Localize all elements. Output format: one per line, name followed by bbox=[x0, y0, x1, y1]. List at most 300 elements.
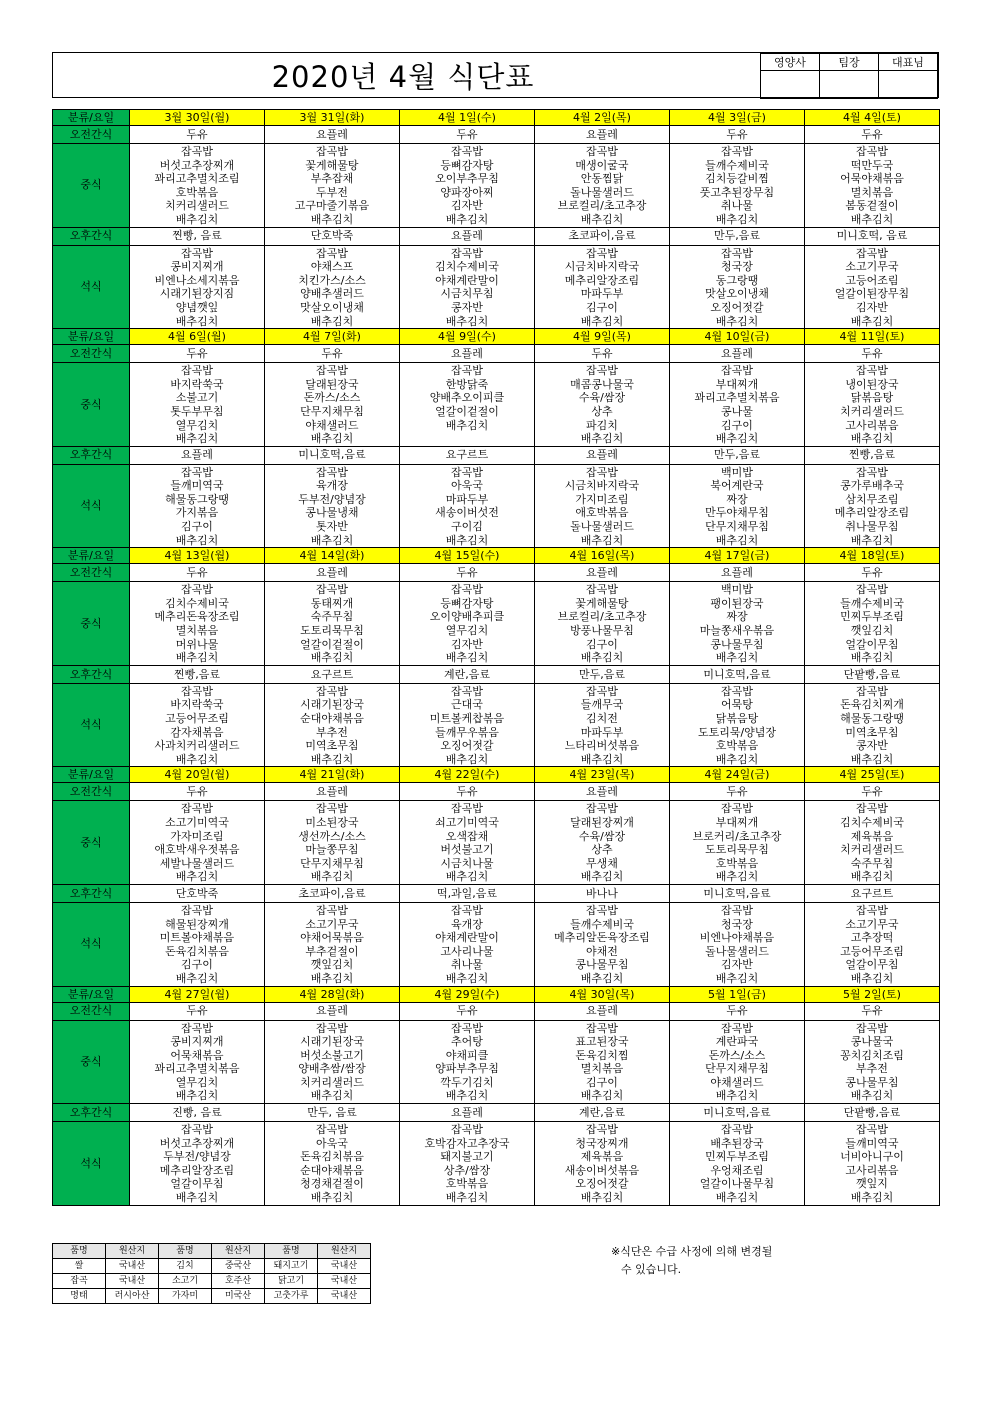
dish: 잡곡밥 bbox=[856, 1123, 888, 1137]
am-snack-cell: 요플레 bbox=[400, 345, 535, 363]
dish: 잡곡밥 bbox=[856, 583, 888, 597]
dish: 잡곡밥 bbox=[316, 583, 348, 597]
am-snack-label: 오전간식 bbox=[53, 564, 130, 582]
dish: 호박볶음 bbox=[715, 739, 759, 753]
dish: 배추김치 bbox=[850, 651, 894, 665]
dish: 들깨무국 bbox=[580, 698, 624, 712]
origin-cell: 국내산 bbox=[318, 1274, 371, 1289]
dish: 무생채 bbox=[586, 856, 618, 870]
dish: 콩나물무침 bbox=[710, 637, 764, 651]
origin-header: 원산지 bbox=[318, 1244, 371, 1259]
dish: 배추김치 bbox=[715, 533, 759, 547]
dish: 애호박볶음 bbox=[575, 506, 629, 520]
dish: 떡만두국 bbox=[850, 158, 894, 172]
day-header: 4월 17일(금) bbox=[670, 548, 805, 564]
dish: 콩나물무침 bbox=[845, 1075, 899, 1089]
day-header: 4월 9일(목) bbox=[535, 329, 670, 345]
dinner-label: 석식 bbox=[53, 464, 130, 548]
dish: 잡곡밥 bbox=[586, 684, 618, 698]
dish: 도토리묵무침 bbox=[705, 843, 769, 857]
dish: 배추김치 bbox=[310, 971, 354, 985]
dish: 김구이 bbox=[586, 300, 618, 314]
dinner-cell bbox=[805, 902, 940, 986]
dish: 잡곡밥 bbox=[181, 1021, 213, 1035]
dish: 호박감자고추장국 bbox=[424, 1136, 510, 1150]
dish: 배추김치 bbox=[580, 870, 624, 884]
week-header-row bbox=[53, 767, 940, 783]
dish: 콩비지찌개 bbox=[170, 260, 224, 274]
day-header: 4월 4일(토) bbox=[805, 110, 940, 126]
dish: 쇠고기미역국 bbox=[435, 815, 499, 829]
dish: 콩나물냉채 bbox=[305, 506, 359, 520]
pm-snack-label: 오후간식 bbox=[53, 227, 130, 245]
dish: 열무김치 bbox=[175, 1075, 219, 1089]
change-notice bbox=[611, 1243, 772, 1279]
change-notice-line: ※식단은 수급 사정에 의해 변경될 bbox=[611, 1245, 773, 1258]
dish: 머위나물 bbox=[175, 637, 219, 651]
dish: 백미밥 bbox=[721, 465, 753, 479]
pm-snack-cell: 요플레 bbox=[400, 227, 535, 245]
dish: 애호박새우젓볶음 bbox=[154, 843, 240, 857]
dish: 배추김치 bbox=[310, 1191, 354, 1205]
dish: 잡곡밥 bbox=[856, 364, 888, 378]
dish: 단무지채무침 bbox=[300, 404, 364, 418]
dish: 얼갈이무침 bbox=[845, 958, 899, 972]
dish: 시래기된장국 bbox=[300, 1035, 364, 1049]
dish: 만두야채무침 bbox=[705, 506, 769, 520]
dish: 양념깻잎 bbox=[175, 300, 219, 314]
day-header: 4월 2일(목) bbox=[535, 110, 670, 126]
dish: 배추김치 bbox=[850, 533, 894, 547]
dish: 치커리샐러드 bbox=[840, 843, 904, 857]
dish: 배추된장국 bbox=[710, 1136, 764, 1150]
week-header-row bbox=[53, 329, 940, 345]
dish: 콩자반 bbox=[856, 739, 888, 753]
dish: 배추김치 bbox=[580, 1191, 624, 1205]
approval-label-ceo: 대표님 bbox=[879, 54, 938, 71]
dinner-row bbox=[53, 1122, 940, 1206]
dish: 치커리샐러드 bbox=[840, 404, 904, 418]
am-snack-cell: 두유 bbox=[130, 345, 265, 363]
day-header: 4월 1일(수) bbox=[400, 110, 535, 126]
dinner-row bbox=[53, 902, 940, 986]
dish: 표고된장국 bbox=[575, 1035, 629, 1049]
dinner-cell bbox=[535, 1122, 670, 1206]
dish: 배추김치 bbox=[175, 432, 219, 446]
day-header: 5월 1일(금) bbox=[670, 986, 805, 1002]
dish: 멸치볶음 bbox=[850, 185, 894, 199]
dish: 깻잎지 bbox=[856, 1177, 888, 1191]
dish: 야채스프 bbox=[310, 260, 354, 274]
category-label: 분류/요일 bbox=[53, 548, 130, 564]
page-header bbox=[52, 52, 939, 98]
dish: 배추김치 bbox=[850, 1191, 894, 1205]
dish: 꽈리고추멸치볶음 bbox=[694, 391, 780, 405]
origin-header: 품명 bbox=[159, 1244, 212, 1259]
dinner-cell bbox=[400, 464, 535, 548]
pm-snack-cell: 찐빵,음료 bbox=[805, 446, 940, 464]
dinner-cell bbox=[670, 902, 805, 986]
dish: 잡곡밥 bbox=[721, 1021, 753, 1035]
dish: 배추김치 bbox=[850, 212, 894, 226]
pm-snack-cell: 계란,음료 bbox=[400, 665, 535, 683]
dish: 호박볶음 bbox=[445, 1177, 489, 1191]
dish: 얼갈이무침 bbox=[845, 637, 899, 651]
pm-snack-cell: 미니호떡,음료 bbox=[670, 884, 805, 902]
pm-snack-cell: 초코파이,음료 bbox=[265, 884, 400, 902]
dinner-cell bbox=[805, 1122, 940, 1206]
pm-snack-label: 오후간식 bbox=[53, 446, 130, 464]
dinner-cell bbox=[265, 245, 400, 329]
dish: 잡곡밥 bbox=[586, 465, 618, 479]
pm-snack-cell: 미니호떡,음료 bbox=[670, 1104, 805, 1122]
dish: 바지락쑥국 bbox=[170, 377, 224, 391]
pm-snack-cell: 만두,음료 bbox=[670, 446, 805, 464]
dish: 상추 bbox=[591, 843, 613, 857]
dish: 추어탕 bbox=[451, 1035, 483, 1049]
dish: 야채피클 bbox=[445, 1048, 489, 1062]
lunch-cell bbox=[400, 363, 535, 447]
origin-cell: 국내산 bbox=[318, 1259, 371, 1274]
dish: 청국장찌개 bbox=[575, 1136, 629, 1150]
approval-sign-box bbox=[820, 71, 879, 99]
dish: 얼갈이겉절이 bbox=[435, 404, 499, 418]
dish: 팽이된장국 bbox=[710, 596, 764, 610]
dinner-cell bbox=[670, 1122, 805, 1206]
dish: 마늘쫑새우볶음 bbox=[699, 624, 775, 638]
dish: 민찌두부조림 bbox=[840, 610, 904, 624]
dish: 어묵채볶음 bbox=[170, 1048, 224, 1062]
lunch-cell bbox=[265, 801, 400, 885]
dish: 고사리볶음 bbox=[845, 418, 899, 432]
dish: 돈육김치볶음 bbox=[300, 1150, 364, 1164]
dish: 취나물 bbox=[721, 199, 753, 213]
dish: 도토리묵무침 bbox=[300, 624, 364, 638]
dish: 삼치무조림 bbox=[845, 492, 899, 506]
dish: 배추김치 bbox=[850, 432, 894, 446]
dish: 상추/쌈장 bbox=[443, 1163, 491, 1177]
dish: 파김치 bbox=[586, 418, 618, 432]
dish: 잡곡밥 bbox=[586, 903, 618, 917]
dinner-cell bbox=[805, 464, 940, 548]
dish: 마파두부 bbox=[580, 287, 624, 301]
dish: 두부전/양념장 bbox=[163, 1150, 231, 1164]
dish: 돈육김치찜 bbox=[575, 1048, 629, 1062]
pm-snack-cell: 미니호떡,음료 bbox=[265, 446, 400, 464]
dish: 김구이 bbox=[181, 520, 213, 534]
dish: 잡곡밥 bbox=[316, 465, 348, 479]
lunch-cell bbox=[130, 363, 265, 447]
dish: 배추김치 bbox=[580, 971, 624, 985]
day-header: 4월 13일(월) bbox=[130, 548, 265, 564]
dish: 잡곡밥 bbox=[721, 364, 753, 378]
category-label: 분류/요일 bbox=[53, 329, 130, 345]
day-header: 4월 6일(월) bbox=[130, 329, 265, 345]
dish: 고추장떡 bbox=[850, 931, 894, 945]
lunch-cell bbox=[130, 801, 265, 885]
dinner-cell bbox=[400, 902, 535, 986]
dish: 오이부추무침 bbox=[435, 172, 499, 186]
am-snack-cell: 요플레 bbox=[535, 1002, 670, 1020]
dinner-row bbox=[53, 464, 940, 548]
dish: 배추김치 bbox=[850, 870, 894, 884]
dish: 잡곡밥 bbox=[316, 1123, 348, 1137]
dish: 잡곡밥 bbox=[316, 684, 348, 698]
am-snack-cell: 요플레 bbox=[265, 1002, 400, 1020]
dish: 새송이버섯볶음 bbox=[564, 1163, 640, 1177]
dish: 배추김치 bbox=[175, 212, 219, 226]
dish: 야채계란말이 bbox=[435, 931, 499, 945]
dinner-cell bbox=[400, 683, 535, 767]
am-snack-cell: 두유 bbox=[805, 783, 940, 801]
dish: 양파장아찌 bbox=[440, 185, 494, 199]
pm-snack-cell: 찐빵, 음료 bbox=[130, 227, 265, 245]
dish: 잡곡밥 bbox=[586, 1021, 618, 1035]
dish: 배추김치 bbox=[310, 314, 354, 328]
pm-snack-cell: 요구르트 bbox=[805, 884, 940, 902]
dish: 배추김치 bbox=[445, 870, 489, 884]
dish: 잡곡밥 bbox=[856, 145, 888, 158]
dish: 깍두기김치 bbox=[440, 1075, 494, 1089]
dish: 배추김치 bbox=[580, 432, 624, 446]
origin-cell: 쌀 bbox=[53, 1259, 106, 1274]
dish: 시금치무침 bbox=[440, 287, 494, 301]
dish: 배추김치 bbox=[580, 752, 624, 766]
am-snack-label: 오전간식 bbox=[53, 126, 130, 144]
dish: 배추김치 bbox=[310, 1089, 354, 1103]
dish: 들깨무우볶음 bbox=[435, 725, 499, 739]
dish: 배추김치 bbox=[310, 651, 354, 665]
dish: 잡곡밥 bbox=[451, 583, 483, 597]
pm-snack-cell: 만두,음료 bbox=[535, 665, 670, 683]
dish: 취나물 bbox=[451, 958, 483, 972]
dish: 소고기무국 bbox=[305, 917, 359, 931]
dish: 잡곡밥 bbox=[856, 802, 888, 816]
lunch-cell bbox=[535, 363, 670, 447]
dish: 부대찌개 bbox=[715, 815, 759, 829]
pm-snack-cell: 미니호떡,음료 bbox=[670, 665, 805, 683]
origin-cell: 닭고기 bbox=[265, 1274, 318, 1289]
origin-cell: 가자미 bbox=[159, 1289, 212, 1304]
change-notice-line: 수 있습니다. bbox=[621, 1263, 682, 1276]
dish: 제육볶음 bbox=[580, 1150, 624, 1164]
day-header: 4월 14일(화) bbox=[265, 548, 400, 564]
dish: 꽁치김치조림 bbox=[840, 1048, 904, 1062]
dinner-cell bbox=[805, 245, 940, 329]
day-header: 4월 7일(화) bbox=[265, 329, 400, 345]
lunch-label: 중식 bbox=[53, 363, 130, 447]
origin-header: 품명 bbox=[265, 1244, 318, 1259]
dinner-cell bbox=[265, 683, 400, 767]
dish: 배추김치 bbox=[445, 314, 489, 328]
dish: 잡곡밥 bbox=[856, 684, 888, 698]
dish: 얼갈이무침 bbox=[170, 1177, 224, 1191]
dinner-cell bbox=[535, 683, 670, 767]
dish: 들깨수제비국 bbox=[570, 917, 634, 931]
dish: 마늘쫑무침 bbox=[305, 843, 359, 857]
pm-snack-row bbox=[53, 446, 940, 464]
lunch-cell bbox=[535, 801, 670, 885]
day-header: 4월 18일(토) bbox=[805, 548, 940, 564]
lunch-cell bbox=[400, 801, 535, 885]
dish: 김자반 bbox=[451, 199, 483, 213]
dinner-cell bbox=[805, 683, 940, 767]
pm-snack-cell: 단팥빵,음료 bbox=[805, 665, 940, 683]
dish: 가자미조림 bbox=[170, 829, 224, 843]
am-snack-cell: 두유 bbox=[400, 783, 535, 801]
dish: 어묵야채볶음 bbox=[840, 172, 904, 186]
approval-sign-box bbox=[761, 71, 820, 99]
dish: 고사리볶음 bbox=[845, 1163, 899, 1177]
dish: 잡곡밥 bbox=[721, 684, 753, 698]
am-snack-cell: 두유 bbox=[130, 783, 265, 801]
dish: 잡곡밥 bbox=[721, 903, 753, 917]
dish: 두부전 bbox=[316, 185, 348, 199]
origin-cell: 소고기 bbox=[159, 1274, 212, 1289]
dish: 잡곡밥 bbox=[181, 583, 213, 597]
day-header: 4월 25일(토) bbox=[805, 767, 940, 783]
dish: 배추김치 bbox=[715, 971, 759, 985]
dish: 잡곡밥 bbox=[316, 145, 348, 158]
dish: 김치등갈비찜 bbox=[705, 172, 769, 186]
origin-cell: 잡곡 bbox=[53, 1274, 106, 1289]
dish: 잡곡밥 bbox=[451, 145, 483, 158]
dish: 콩나물국 bbox=[850, 1035, 894, 1049]
dish: 메추리알장조림 bbox=[564, 273, 640, 287]
dish: 단무지채무침 bbox=[300, 856, 364, 870]
dish: 돈까스/소스 bbox=[708, 1048, 766, 1062]
dish: 콩자반 bbox=[451, 300, 483, 314]
dish: 돼지불고기 bbox=[440, 1150, 494, 1164]
dish: 해물동그랑땡 bbox=[165, 492, 229, 506]
dish: 배추김치 bbox=[310, 533, 354, 547]
dinner-cell bbox=[400, 245, 535, 329]
dish: 들깨수제비국 bbox=[705, 158, 769, 172]
dish: 북어계란국 bbox=[710, 479, 764, 493]
pm-snack-cell: 계란,음료 bbox=[535, 1104, 670, 1122]
pm-snack-cell: 만두,음료 bbox=[670, 227, 805, 245]
dish: 제육볶음 bbox=[850, 829, 894, 843]
dish: 고사리나물 bbox=[440, 944, 494, 958]
lunch-cell bbox=[805, 144, 940, 228]
dish: 맛살오이냉채 bbox=[300, 300, 364, 314]
dish: 잡곡밥 bbox=[856, 465, 888, 479]
pm-snack-label: 오후간식 bbox=[53, 1104, 130, 1122]
pm-snack-cell: 단호박죽 bbox=[130, 884, 265, 902]
day-header: 4월 21일(화) bbox=[265, 767, 400, 783]
dish: 잡곡밥 bbox=[181, 465, 213, 479]
dish: 야채샐러드 bbox=[305, 418, 359, 432]
origin-cell: 중국산 bbox=[212, 1259, 265, 1274]
dish: 비엔나야채볶음 bbox=[699, 931, 775, 945]
lunch-cell bbox=[535, 144, 670, 228]
dish: 버섯고추장찌개 bbox=[159, 158, 235, 172]
dish: 들깨미역국 bbox=[170, 479, 224, 493]
day-header: 4월 22일(수) bbox=[400, 767, 535, 783]
dish: 배추김치 bbox=[175, 971, 219, 985]
dish: 메추리알장조림 bbox=[159, 1163, 235, 1177]
dish: 배추김치 bbox=[850, 314, 894, 328]
origin-cell: 명태 bbox=[53, 1289, 106, 1304]
dinner-cell bbox=[265, 902, 400, 986]
dish: 감자채볶음 bbox=[170, 725, 224, 739]
lunch-label: 중식 bbox=[53, 801, 130, 885]
lunch-cell bbox=[130, 582, 265, 666]
am-snack-label: 오전간식 bbox=[53, 345, 130, 363]
dish: 잡곡밥 bbox=[721, 246, 753, 260]
origin-header: 원산지 bbox=[212, 1244, 265, 1259]
dish: 등뼈감자탕 bbox=[440, 596, 494, 610]
am-snack-cell: 두유 bbox=[670, 1002, 805, 1020]
dish: 비엔나소세지볶음 bbox=[154, 273, 240, 287]
am-snack-label: 오전간식 bbox=[53, 783, 130, 801]
dish: 육개장 bbox=[451, 917, 483, 931]
day-header: 4월 11일(토) bbox=[805, 329, 940, 345]
dish: 야채어묵볶음 bbox=[300, 931, 364, 945]
dish: 배추김치 bbox=[175, 651, 219, 665]
pm-snack-cell: 떡,과일,음료 bbox=[400, 884, 535, 902]
dish: 배추김치 bbox=[310, 212, 354, 226]
dish: 청국장 bbox=[721, 917, 753, 931]
dish: 치킨가스/소스 bbox=[298, 273, 366, 287]
category-label: 분류/요일 bbox=[53, 110, 130, 126]
lunch-cell bbox=[805, 582, 940, 666]
dish: 아욱국 bbox=[451, 479, 483, 493]
dish: 달래된장찌개 bbox=[570, 815, 634, 829]
pm-snack-cell: 요플레 bbox=[130, 446, 265, 464]
dish: 김치전 bbox=[586, 712, 618, 725]
dish: 두부전/양념장 bbox=[298, 492, 366, 506]
dish: 배추김치 bbox=[310, 752, 354, 766]
dish: 멸치볶음 bbox=[580, 1062, 624, 1076]
dish: 양배추오이피클 bbox=[429, 391, 505, 405]
dish: 새송이버섯전 bbox=[435, 506, 499, 520]
dish: 멸치볶음 bbox=[175, 624, 219, 638]
dish: 바지락쑥국 bbox=[170, 698, 224, 712]
dish: 잡곡밥 bbox=[181, 903, 213, 917]
day-header: 4월 23일(목) bbox=[535, 767, 670, 783]
dish: 등뼈감자탕 bbox=[440, 158, 494, 172]
lunch-label: 중식 bbox=[53, 1020, 130, 1104]
am-snack-cell: 요플레 bbox=[265, 126, 400, 144]
approval-sign-box bbox=[879, 71, 938, 99]
dinner-cell bbox=[130, 683, 265, 767]
dinner-cell bbox=[130, 464, 265, 548]
dinner-cell bbox=[130, 245, 265, 329]
pm-snack-cell: 단호박죽 bbox=[265, 227, 400, 245]
dish: 소고기무국 bbox=[845, 260, 899, 274]
dinner-cell bbox=[130, 1122, 265, 1206]
dish: 잡곡밥 bbox=[586, 583, 618, 597]
dish: 버섯불고기 bbox=[440, 843, 494, 857]
dish: 잡곡밥 bbox=[586, 802, 618, 816]
dish: 김구이 bbox=[586, 637, 618, 651]
lunch-cell bbox=[805, 363, 940, 447]
dish: 배추김치 bbox=[715, 212, 759, 226]
am-snack-cell: 요플레 bbox=[265, 564, 400, 582]
origin-cell: 고춧가루 bbox=[265, 1289, 318, 1304]
dish: 잡곡밥 bbox=[181, 364, 213, 378]
dish: 잡곡밥 bbox=[856, 903, 888, 917]
dish: 순대야채볶음 bbox=[300, 712, 364, 725]
dish: 잡곡밥 bbox=[316, 802, 348, 816]
dish: 구이김 bbox=[451, 520, 483, 534]
am-snack-cell: 두유 bbox=[670, 783, 805, 801]
dish: 버섯고추장찌개 bbox=[159, 1136, 235, 1150]
dish: 배추김치 bbox=[175, 1191, 219, 1205]
dish: 부대찌개 bbox=[715, 377, 759, 391]
dish: 콩나물무침 bbox=[575, 958, 629, 972]
